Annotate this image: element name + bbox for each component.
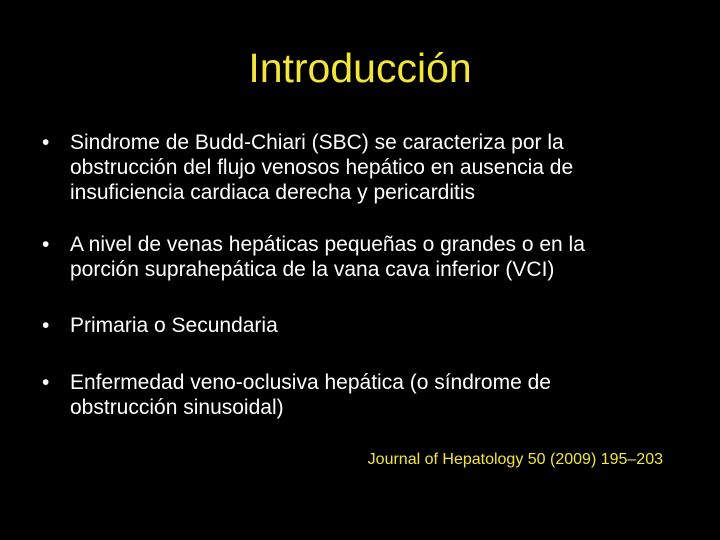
bullet-icon: • (42, 314, 50, 337)
citation-reference: Journal of Hepatology 50 (2009) 195–203 (367, 451, 663, 468)
bullet-line: porción suprahepática de la vana cava inferior (VCI) (70, 258, 555, 281)
bullet-line: insuficiencia cardiaca derecha y pericarditis (70, 181, 476, 204)
bullet-line: obstrucción del flujo venosos hepático en ausencia de (70, 156, 574, 179)
bullet-line: Primaria o Secundaria (70, 314, 278, 337)
bullet-text (70, 130, 573, 205)
bullet-text (70, 370, 551, 420)
bullet-line: obstrucción sinusoidal) (70, 396, 284, 419)
bullet-icon: • (42, 131, 50, 154)
bullet-text (70, 313, 278, 338)
bullet-line: Enfermedad veno-oclusiva hepática (o síndrome de (70, 371, 551, 394)
bullet-text (70, 232, 585, 282)
bullet-line: Sindrome de Budd-Chiari (SBC) se caracteriza por la (70, 131, 564, 154)
bullet-icon: • (42, 233, 50, 256)
bullet-icon: • (42, 371, 50, 394)
slide-title: Introducción (248, 45, 472, 91)
bullet-line: A nivel de venas hepáticas pequeñas o grandes o en la (70, 233, 585, 256)
